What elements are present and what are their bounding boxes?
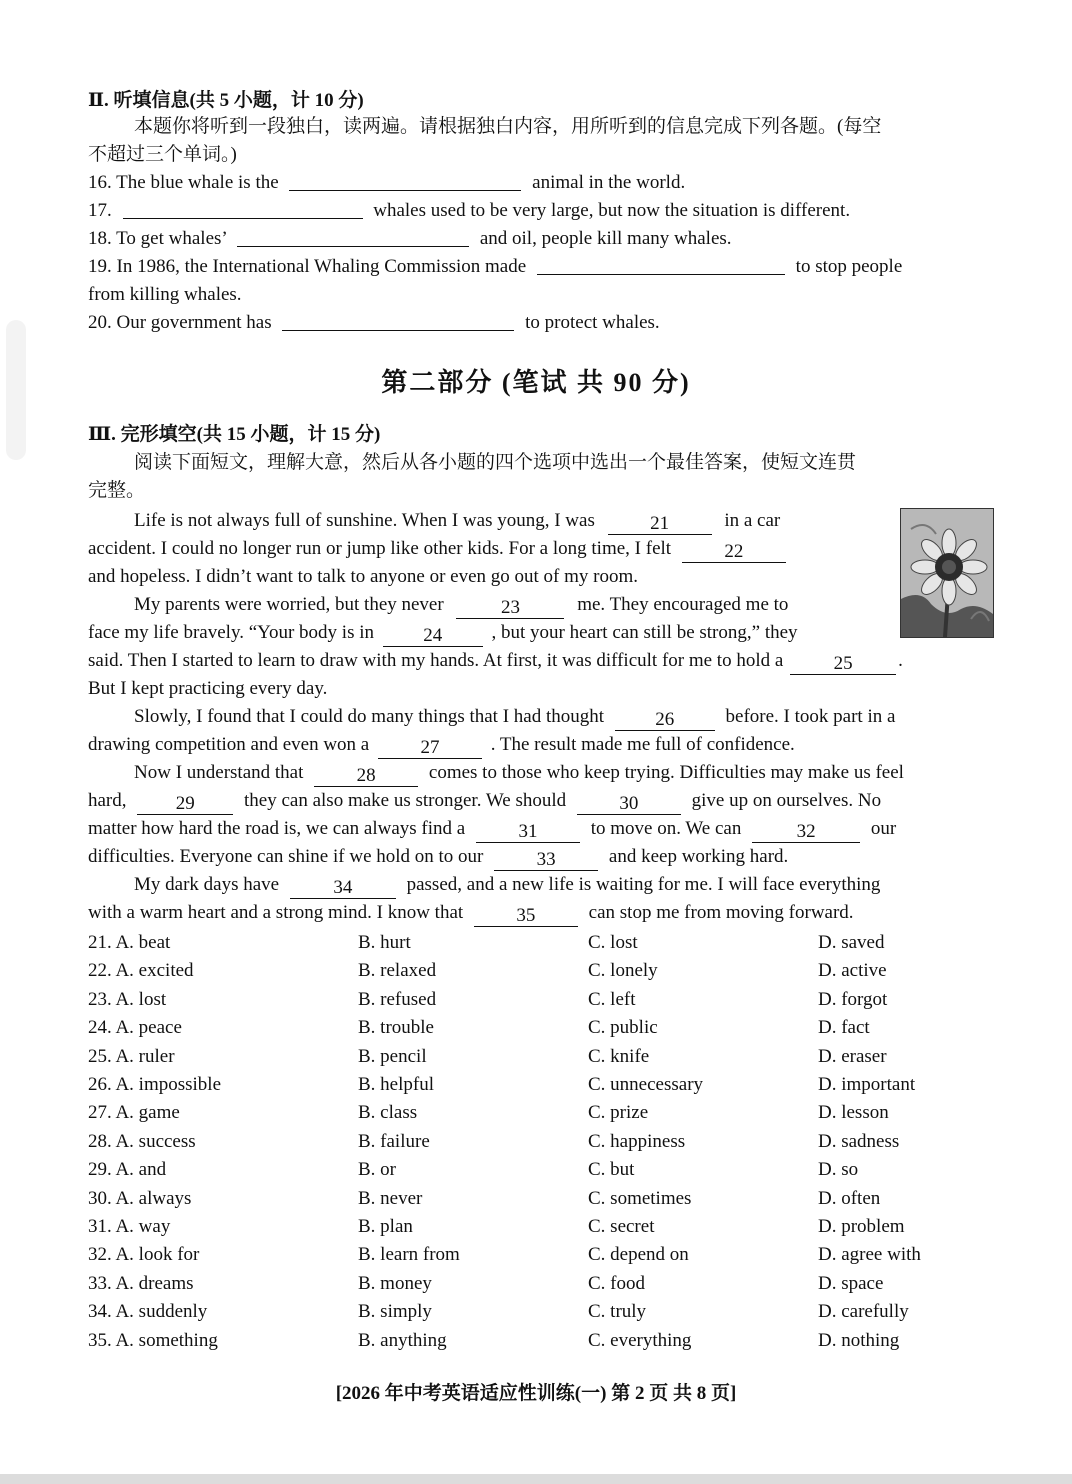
option-choice-b[interactable]: B. anything bbox=[358, 1329, 447, 1351]
cloze-blank-23[interactable]: 23 bbox=[456, 598, 564, 619]
question-20: 20. Our government has to protect whales. bbox=[88, 312, 660, 333]
answer-blank-20[interactable] bbox=[282, 310, 514, 331]
question-18: 18. To get whales’ and oil, people kill many whales. bbox=[88, 228, 732, 249]
cloze-blank-31[interactable]: 31 bbox=[476, 822, 580, 843]
option-choice-a[interactable]: 24. A. peace bbox=[88, 1017, 182, 1039]
option-choice-a[interactable]: 27. A. game bbox=[88, 1102, 180, 1124]
option-choice-a[interactable]: 35. A. something bbox=[88, 1329, 218, 1351]
option-row bbox=[88, 1157, 992, 1183]
cloze-blank-21[interactable]: 21 bbox=[608, 514, 712, 535]
option-row bbox=[88, 1015, 992, 1041]
option-choice-c[interactable]: C. food bbox=[588, 1272, 645, 1294]
cloze-blank-29[interactable]: 29 bbox=[137, 794, 233, 815]
option-choice-a[interactable]: 25. A. ruler bbox=[88, 1045, 175, 1067]
option-choice-a[interactable]: 29. A. and bbox=[88, 1159, 167, 1181]
option-choice-c[interactable]: C. unnecessary bbox=[588, 1074, 704, 1095]
passage-line: My dark days have 34 passed, and a new life is waiting for me. I will face everything bbox=[134, 874, 881, 898]
option-row bbox=[88, 1072, 992, 1098]
option-choice-a[interactable]: 34. A. suddenly bbox=[88, 1301, 208, 1323]
option-choice-d[interactable]: D. lesson bbox=[818, 1102, 889, 1124]
cloze-blank-33[interactable]: 33 bbox=[494, 850, 598, 871]
option-choice-d[interactable]: D. problem bbox=[818, 1216, 905, 1237]
question-17: 17. whales used to be very large, but now the situation is different. bbox=[88, 200, 851, 221]
option-choice-a[interactable]: 31. A. way bbox=[88, 1216, 171, 1237]
option-choice-b[interactable]: B. relaxed bbox=[358, 960, 437, 982]
option-row bbox=[88, 1129, 992, 1155]
option-choice-c[interactable]: C. secret bbox=[588, 1216, 655, 1237]
option-choice-c[interactable]: C. public bbox=[588, 1017, 658, 1039]
option-choice-c[interactable]: C. sometimes bbox=[588, 1187, 692, 1209]
option-choice-c[interactable]: C. but bbox=[588, 1159, 635, 1181]
option-choice-b[interactable]: B. hurt bbox=[358, 932, 411, 953]
answer-blank-19[interactable] bbox=[537, 254, 785, 275]
question-19-cont: from killing whales. bbox=[88, 284, 242, 305]
passage-line: Now I understand that 28 comes to those who keep trying. Difficulties may make us feel bbox=[134, 762, 904, 786]
option-choice-a[interactable]: 23. A. lost bbox=[88, 988, 167, 1010]
option-choice-b[interactable]: B. helpful bbox=[358, 1074, 434, 1095]
option-choice-d[interactable]: D. space bbox=[818, 1272, 884, 1294]
passage-line: Life is not always full of sunshine. When I was young, I was 21 in a car bbox=[134, 510, 781, 534]
cloze-blank-26[interactable]: 26 bbox=[615, 710, 715, 731]
passage-line: said. Then I started to learn to draw with my hands. At first, it was difficult for me to hold a 25 . bbox=[88, 650, 903, 674]
option-choice-b[interactable]: B. learn from bbox=[358, 1244, 460, 1266]
option-choice-d[interactable]: D. agree with bbox=[818, 1244, 921, 1266]
option-choice-d[interactable]: D. so bbox=[818, 1159, 859, 1181]
passage-line: face my life bravely. “Your body is in 24 , but your heart can still be strong,” they bbox=[88, 622, 798, 646]
option-row bbox=[88, 1328, 992, 1354]
option-choice-d[interactable]: D. forgot bbox=[818, 988, 888, 1010]
option-choice-b[interactable]: B. trouble bbox=[358, 1017, 434, 1039]
option-choice-b[interactable]: B. money bbox=[358, 1272, 432, 1294]
option-choice-a[interactable]: 32. A. look for bbox=[88, 1244, 200, 1266]
passage-line: and hopeless. I didn’t want to talk to anyone or even go out of my room. bbox=[88, 566, 639, 587]
option-row bbox=[88, 930, 992, 956]
cloze-blank-24[interactable]: 24 bbox=[383, 626, 483, 647]
section2-heading: Ⅱ. 听填信息(共 5 小题，计 10 分) bbox=[88, 90, 364, 111]
option-row bbox=[88, 958, 992, 984]
answer-blank-16[interactable] bbox=[289, 170, 521, 191]
option-choice-b[interactable]: B. class bbox=[358, 1102, 418, 1124]
option-choice-d[interactable]: D. often bbox=[818, 1187, 881, 1209]
option-choice-a[interactable]: 21. A. beat bbox=[88, 932, 171, 953]
option-choice-d[interactable]: D. eraser bbox=[818, 1045, 887, 1067]
option-choice-d[interactable]: D. saved bbox=[818, 932, 885, 953]
section3-heading: Ⅲ. 完形填空(共 15 小题，计 15 分) bbox=[88, 424, 381, 445]
option-choice-b[interactable]: B. pencil bbox=[358, 1045, 427, 1067]
option-choice-a[interactable]: 33. A. dreams bbox=[88, 1272, 194, 1294]
cloze-blank-22[interactable]: 22 bbox=[682, 542, 786, 563]
passage-line: My parents were worried, but they never 23 me. They encouraged me to bbox=[134, 594, 789, 618]
option-choice-a[interactable]: 22. A. excited bbox=[88, 960, 194, 982]
option-choice-d[interactable]: D. fact bbox=[818, 1017, 870, 1039]
option-row bbox=[88, 1100, 992, 1126]
option-choice-c[interactable]: C. lost bbox=[588, 932, 638, 953]
option-row bbox=[88, 1214, 992, 1240]
passage-line: But I kept practicing every day. bbox=[88, 678, 328, 699]
cloze-blank-25[interactable]: 25 bbox=[790, 654, 896, 675]
option-choice-a[interactable]: 30. A. always bbox=[88, 1187, 192, 1209]
option-choice-b[interactable]: B. plan bbox=[358, 1216, 413, 1237]
option-choice-c[interactable]: C. happiness bbox=[588, 1130, 686, 1152]
passage-line: matter how hard the road is, we can always find a 31 to move on. We can 32 our bbox=[88, 818, 897, 842]
option-row bbox=[88, 1186, 992, 1212]
option-choice-d[interactable]: D. important bbox=[818, 1074, 916, 1095]
option-choice-c[interactable]: C. truly bbox=[588, 1301, 647, 1323]
section2-instruction-cont: 不超过三个单词。) bbox=[88, 144, 237, 165]
option-row bbox=[88, 1271, 992, 1297]
option-choice-a[interactable]: 26. A. impossible bbox=[88, 1074, 222, 1095]
option-row bbox=[88, 1044, 992, 1070]
question-19: 19. In 1986, the International Whaling Commission made to stop people bbox=[88, 256, 903, 277]
option-row bbox=[88, 1299, 992, 1325]
section3-instruction-cont: 完整。 bbox=[88, 480, 146, 501]
cloze-blank-30[interactable]: 30 bbox=[577, 794, 681, 815]
option-choice-b[interactable]: B. failure bbox=[358, 1130, 430, 1152]
option-choice-d[interactable]: D. nothing bbox=[818, 1329, 900, 1351]
answer-blank-17[interactable] bbox=[123, 198, 363, 219]
cloze-blank-34[interactable]: 34 bbox=[290, 878, 396, 899]
cloze-blank-35[interactable]: 35 bbox=[474, 906, 578, 927]
answer-blank-18[interactable] bbox=[237, 226, 469, 247]
option-choice-c[interactable]: C. prize bbox=[588, 1102, 649, 1124]
cloze-blank-27[interactable]: 27 bbox=[378, 738, 482, 759]
question-16: 16. The blue whale is the animal in the world. bbox=[88, 172, 686, 193]
option-choice-c[interactable]: C. left bbox=[588, 988, 636, 1010]
option-choice-c[interactable]: C. lonely bbox=[588, 960, 658, 982]
passage-line: Slowly, I found that I could do many things that I had thought 26 before. I took part in a bbox=[134, 706, 896, 730]
section3-instruction: 阅读下面短文，理解大意，然后从各小题的四个选项中选出一个最佳答案，使短文连贯 bbox=[134, 452, 857, 473]
part-two-title: 第二部分 (笔试 共 90 分) bbox=[381, 368, 691, 397]
option-choice-d[interactable]: D. sadness bbox=[818, 1130, 900, 1152]
passage-line: difficulties. Everyone can shine if we hold on to our 33 and keep working hard. bbox=[88, 846, 789, 870]
option-choice-b[interactable]: B. never bbox=[358, 1187, 423, 1209]
option-choice-d[interactable]: D. active bbox=[818, 960, 887, 982]
scan-bottom-bar bbox=[0, 1474, 1072, 1484]
option-row bbox=[88, 987, 992, 1013]
option-choice-c[interactable]: C. depend on bbox=[588, 1244, 689, 1266]
passage-line: hard, 29 they can also make us stronger. We should 30 give up on ourselves. No bbox=[88, 790, 882, 814]
option-choice-b[interactable]: B. or bbox=[358, 1159, 396, 1181]
option-row bbox=[88, 1242, 992, 1268]
option-choice-b[interactable]: B. refused bbox=[358, 988, 437, 1010]
page-footer: [2026 年中考英语适应性训练(一) 第 2 页 共 8 页] bbox=[335, 1383, 737, 1404]
passage-line: accident. I could no longer run or jump like other kids. For a long time, I felt 22 bbox=[88, 536, 888, 563]
option-choice-b[interactable]: B. simply bbox=[358, 1301, 432, 1323]
option-choice-a[interactable]: 28. A. success bbox=[88, 1130, 196, 1152]
cloze-blank-32[interactable]: 32 bbox=[752, 822, 860, 843]
section2-instruction: 本题你将听到一段独白，读两遍。请根据独白内容，用所听到的信息完成下列各题。(每空 bbox=[134, 116, 882, 137]
option-choice-c[interactable]: C. everything bbox=[588, 1329, 692, 1351]
passage-line: drawing competition and even won a 27 . The result made me full of confidence. bbox=[88, 734, 795, 758]
cloze-blank-28[interactable]: 28 bbox=[314, 766, 418, 787]
option-choice-d[interactable]: D. carefully bbox=[818, 1301, 909, 1323]
option-choice-c[interactable]: C. knife bbox=[588, 1045, 650, 1067]
passage-line: with a warm heart and a strong mind. I know that 35 can stop me from moving forward. bbox=[88, 902, 854, 926]
